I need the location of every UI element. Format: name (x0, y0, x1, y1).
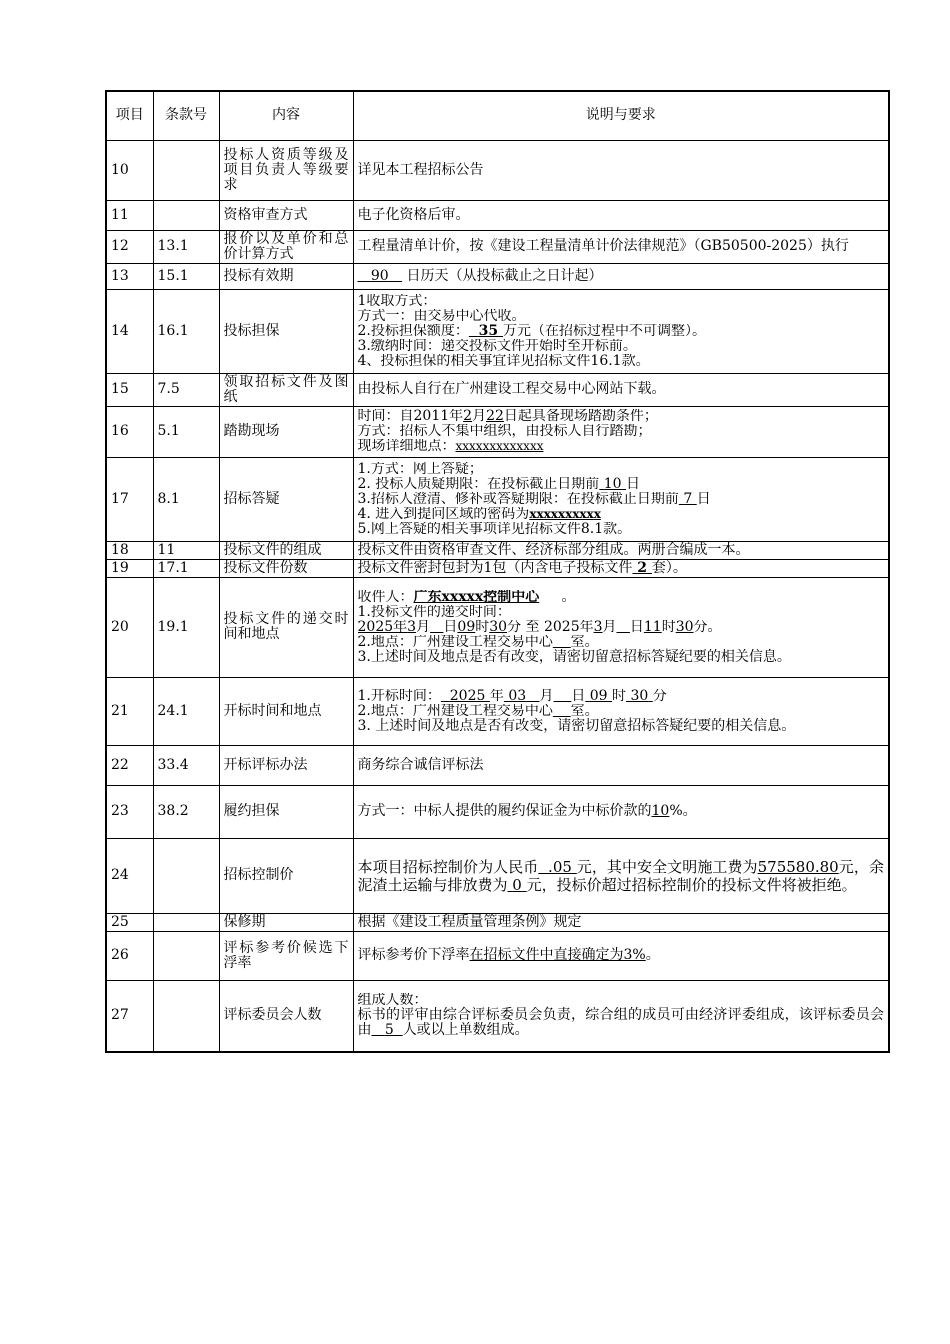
row-no: 22 (106, 745, 153, 785)
row-desc: 投标文件密封包封为1包（内含电子投标文件 2 套）。 (353, 559, 889, 577)
desc-line: 1.开标时间： 2025 年 03 月 日 09 时 30 分 (357, 688, 667, 704)
row-desc (353, 457, 889, 541)
desc-line: 4、投标担保的相关事宜详见招标文件16.1款。 (357, 353, 650, 369)
row-desc (353, 140, 889, 200)
table-row (106, 230, 889, 263)
row-desc (353, 289, 889, 373)
row-desc (353, 263, 889, 289)
desc-line: 现场详细地点：xxxxxxxxxxxxx (357, 439, 544, 454)
row-item: 开标评标办法 (219, 745, 353, 785)
row-item: 招标答疑 (219, 457, 353, 541)
row-no: 11 (106, 200, 153, 230)
row-desc (353, 406, 889, 457)
row-clause: 11 (153, 541, 219, 559)
row-clause: 24.1 (153, 677, 219, 745)
row-desc (353, 677, 889, 745)
row-no: 13 (106, 263, 153, 289)
table-row (106, 980, 889, 1052)
row-clause (153, 838, 219, 913)
table-row (106, 931, 889, 980)
desc-line: 1.方式：网上答疑； (357, 461, 483, 477)
row-clause (153, 980, 219, 1052)
desc-line: 时间：自2011年2月22日起具备现场踏勘条件； (357, 409, 658, 424)
table-row (106, 559, 889, 577)
desc-line: 3.缴纳时间：递交投标文件开始时至开标前。 (357, 338, 637, 354)
row-item: 报价以及单价和总价计算方式 (219, 230, 353, 263)
row-clause: 19.1 (153, 577, 219, 677)
desc-line: 1.投标文件的递交时间： (357, 604, 511, 620)
row-desc (353, 913, 889, 931)
row-clause: 38.2 (153, 785, 219, 838)
row-item: 投标文件份数 (219, 559, 353, 577)
table-row (106, 785, 889, 838)
row-item: 投标人资质等级及项目负责人等级要求 (219, 140, 353, 200)
desc-text: 电子化资格后审。 (357, 206, 470, 223)
table-row (106, 457, 889, 541)
desc-text: 商务综合诚信评标法 (357, 756, 484, 773)
row-clause (153, 200, 219, 230)
row-no: 21 (106, 677, 153, 745)
row-clause: 13.1 (153, 230, 219, 263)
desc-line: 组成人数： (357, 993, 428, 1009)
row-no: 16 (106, 406, 153, 457)
row-item: 投标担保 (219, 289, 353, 373)
row-no: 15 (106, 373, 153, 406)
row-desc: 评标参考价下浮率在招标文件中直接确定为3%。 (353, 931, 889, 980)
table-header-row (106, 91, 889, 140)
table-row (106, 406, 889, 457)
row-item: 领取招标文件及图纸 (219, 373, 353, 406)
row-desc: 方式一：中标人提供的履约保证金为中标价款的10%。 (353, 785, 889, 838)
row-clause (153, 140, 219, 200)
row-no: 27 (106, 980, 153, 1052)
table-row (106, 373, 889, 406)
row-no: 24 (106, 838, 153, 913)
row-clause: 33.4 (153, 745, 219, 785)
row-clause: 7.5 (153, 373, 219, 406)
desc-text: 投标文件由资格审查文件、经济标部分组成。两册合编成一本。 (357, 541, 750, 558)
desc-line: 2.地点：广州建设工程交易中心 室。 (357, 634, 599, 650)
row-clause: 17.1 (153, 559, 219, 577)
row-clause: 16.1 (153, 289, 219, 373)
row-item: 投标有效期 (219, 263, 353, 289)
desc-line: 2.投标担保额度： 35 万元（在招标过程中不可调整）。 (357, 323, 706, 339)
row-item: 投标文件的组成 (219, 541, 353, 559)
desc-text: 根据《建设工程质量管理条例》规定 (357, 913, 582, 930)
desc-line: 1收取方式： (357, 293, 437, 309)
row-no: 25 (106, 913, 153, 931)
row-item: 履约担保 (219, 785, 353, 838)
table-row (106, 541, 889, 559)
table-row (106, 745, 889, 785)
desc-line: 收件人：广东xxxxx控制中心 。 (357, 589, 576, 605)
row-desc (353, 373, 889, 406)
table-row (106, 289, 889, 373)
desc-line: 标书的评审由综合评标委员会负责，综合组的成员可由经济评委组成，该评标委员会由 5 人或以上单数组成。 (357, 1007, 884, 1039)
header-clause: 条款号 (153, 91, 219, 140)
desc-line: 3.上述时间及地点是否有改变，请密切留意招标答疑纪要的相关信息。 (357, 648, 791, 665)
row-item: 评标参考价候选下浮率 (219, 931, 353, 980)
row-no: 12 (106, 230, 153, 263)
desc-line: 方式一：由交易中心代收。 (357, 308, 526, 324)
row-clause: 8.1 (153, 457, 219, 541)
row-desc (353, 230, 889, 263)
row-item: 保修期 (219, 913, 353, 931)
row-item: 投标文件的递交时间和地点 (219, 577, 353, 677)
row-clause (153, 913, 219, 931)
table-row (106, 140, 889, 200)
table-row (106, 913, 889, 931)
desc-text: 工程量清单计价，按《建设工程量清单计价法律规范》（GB50500-2025）执行 (357, 238, 849, 254)
row-clause: 15.1 (153, 263, 219, 289)
row-no: 18 (106, 541, 153, 559)
row-item: 踏勘现场 (219, 406, 353, 457)
desc-text: 由投标人自行在广州建设工程交易中心网站下载。 (357, 381, 666, 397)
row-item: 开标时间和地点 (219, 677, 353, 745)
desc-line: 5.网上答疑的相关事项详见招标文件8.1款。 (357, 521, 632, 537)
desc-line: 4. 进入到提问区域的密码为xxxxxxxxxx (357, 506, 601, 522)
desc-line: 3. 上述时间及地点是否有改变，请密切留意招标答疑纪要的相关信息。 (357, 717, 796, 734)
row-desc (353, 200, 889, 230)
row-item: 招标控制价 (219, 838, 353, 913)
table-row (106, 263, 889, 289)
row-no: 19 (106, 559, 153, 577)
validity-days: 90 (370, 267, 389, 284)
row-desc (353, 541, 889, 559)
row-desc (353, 745, 889, 785)
table-row (106, 838, 889, 913)
desc-line: 方式：招标人不集中组织，由投标人自行踏勘； (357, 424, 652, 439)
tender-info-table (105, 90, 890, 1053)
row-desc (353, 980, 889, 1052)
header-desc: 说明与要求 (353, 91, 889, 140)
row-desc (353, 577, 889, 677)
row-desc: 本项目招标控制价为人民币 .05 元，其中安全文明施工费为575580.80元，余泥渣土运输与排放费为 0 元，投标价超过招标控制价的投标文件将被拒绝。 (353, 838, 889, 913)
desc-line: 2025年3月 日09时30分 至 2025年3月 日11时30分。 (357, 619, 722, 635)
desc-line: 2.地点：广州建设工程交易中心 室。 (357, 703, 599, 719)
row-no: 10 (106, 140, 153, 200)
row-no: 20 (106, 577, 153, 677)
row-no: 17 (106, 457, 153, 541)
table-row (106, 577, 889, 677)
header-no: 项目 (106, 91, 153, 140)
table-row (106, 200, 889, 230)
row-no: 23 (106, 785, 153, 838)
desc-line: 3.招标人澄清、修补或答疑期限：在投标截止日期前 7 日 (357, 491, 711, 507)
row-item: 评标委员会人数 (219, 980, 353, 1052)
row-no: 26 (106, 931, 153, 980)
desc-text: 日历天（从投标截止之日计起） (406, 267, 603, 284)
header-content: 内容 (219, 91, 353, 140)
row-clause (153, 931, 219, 980)
table-row (106, 677, 889, 745)
row-clause: 5.1 (153, 406, 219, 457)
desc-text: 详见本工程招标公告 (357, 161, 484, 178)
row-item: 资格审查方式 (219, 200, 353, 230)
row-no: 14 (106, 289, 153, 373)
desc-line: 2. 投标人质疑期限：在投标截止日期前 10 日 (357, 476, 641, 492)
